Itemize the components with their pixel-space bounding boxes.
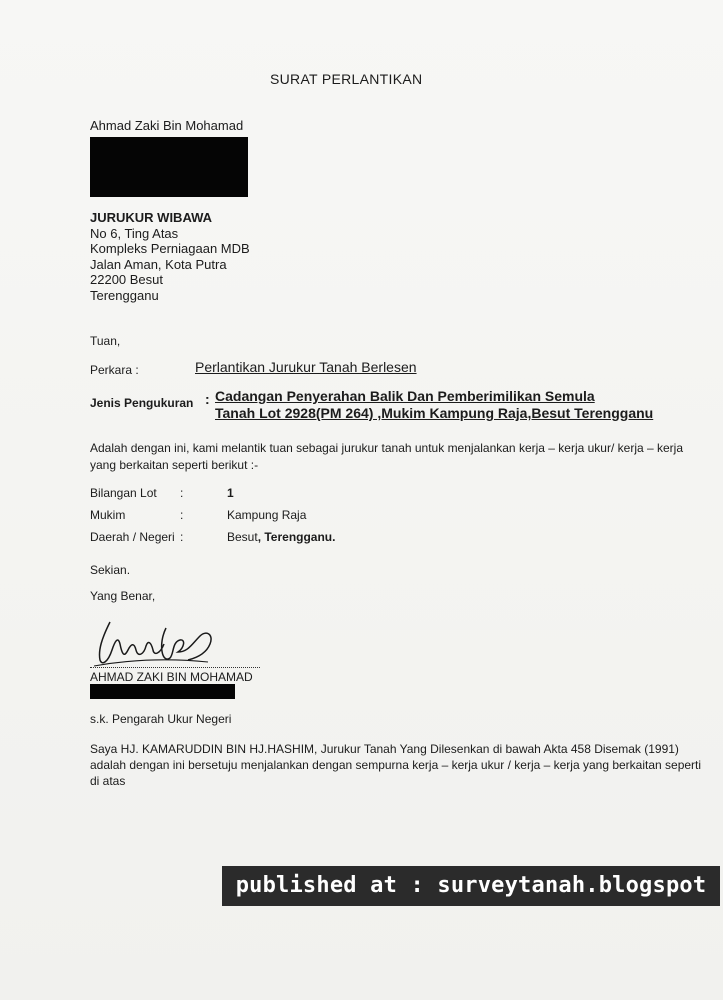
detail-value-daerah-a: Besut [227,530,258,544]
redaction-block [90,137,248,197]
handwritten-signature [88,614,228,672]
detail-value-daerah-b: , Terengganu. [257,530,336,544]
jenis-label: Jenis Pengukuran [90,396,194,410]
signer-name: AHMAD ZAKI BIN MOHAMAD [90,670,253,684]
signature-line [90,667,260,668]
recipient-company: JURUKUR WIBAWA [90,210,213,225]
sender-name: Ahmad Zaki Bin Mohamad [90,118,244,133]
watermark-text: published at : surveytanah.blogspot [235,873,707,898]
consent-paragraph: Saya HJ. KAMARUDDIN BIN HJ.HASHIM, Jurukur Tanah Yang Dilesenkan di bawah Akta 458 Disemak (1991) adalah dengan ini bersetuju menjalankan dengan sempurna kerja – kerja ukur / kerja – kerja yang berkaitan seperti di atas [90,742,702,788]
jenis-line-1: Cadangan Penyerahan Balik Dan Pemberimilikan Semula [215,388,595,404]
detail-value-daerah [227,530,335,544]
closing: Sekian. [90,563,131,577]
body-paragraph: Adalah dengan ini, kami melantik tuan sebagai jurukur tanah untuk menjalankan kerja – kerja ukur/ kerja – kerja yang berkaitan seperti berikut :- [90,441,684,472]
address-line: Kompleks Perniagaan MDB [90,241,250,257]
sign-off: Yang Benar, [90,589,156,603]
jenis-colon: : [205,391,210,407]
address-line: 22200 Besut [90,272,164,288]
address-line: Jalan Aman, Kota Putra [90,256,227,272]
watermark-banner [222,866,720,906]
recipient-address [90,210,250,304]
detail-colon: : [180,508,184,522]
jenis-line-2: Tanah Lot 2928(PM 264) ,Mukim Kampung Raja,Besut Terengganu [215,405,654,421]
detail-value-lot: 1 [227,486,234,500]
detail-label-mukim: Mukim [90,508,126,522]
detail-label-daerah: Daerah / Negeri [90,530,175,544]
perkara-value: Perlantikan Jurukur Tanah Berlesen [195,359,417,375]
salutation: Tuan, [90,334,121,348]
detail-label-lot: Bilangan Lot [90,486,157,500]
perkara-label: Perkara : [90,363,139,377]
detail-colon: : [180,486,184,500]
detail-value-mukim: Kampung Raja [227,508,307,522]
detail-colon: : [180,530,184,544]
address-line: No 6, Ting Atas [90,225,179,241]
redaction-block [90,684,235,699]
cc-line: s.k. Pengarah Ukur Negeri [90,712,232,726]
address-line: Terengganu [90,287,159,303]
letter-title: SURAT PERLANTIKAN [270,71,423,87]
